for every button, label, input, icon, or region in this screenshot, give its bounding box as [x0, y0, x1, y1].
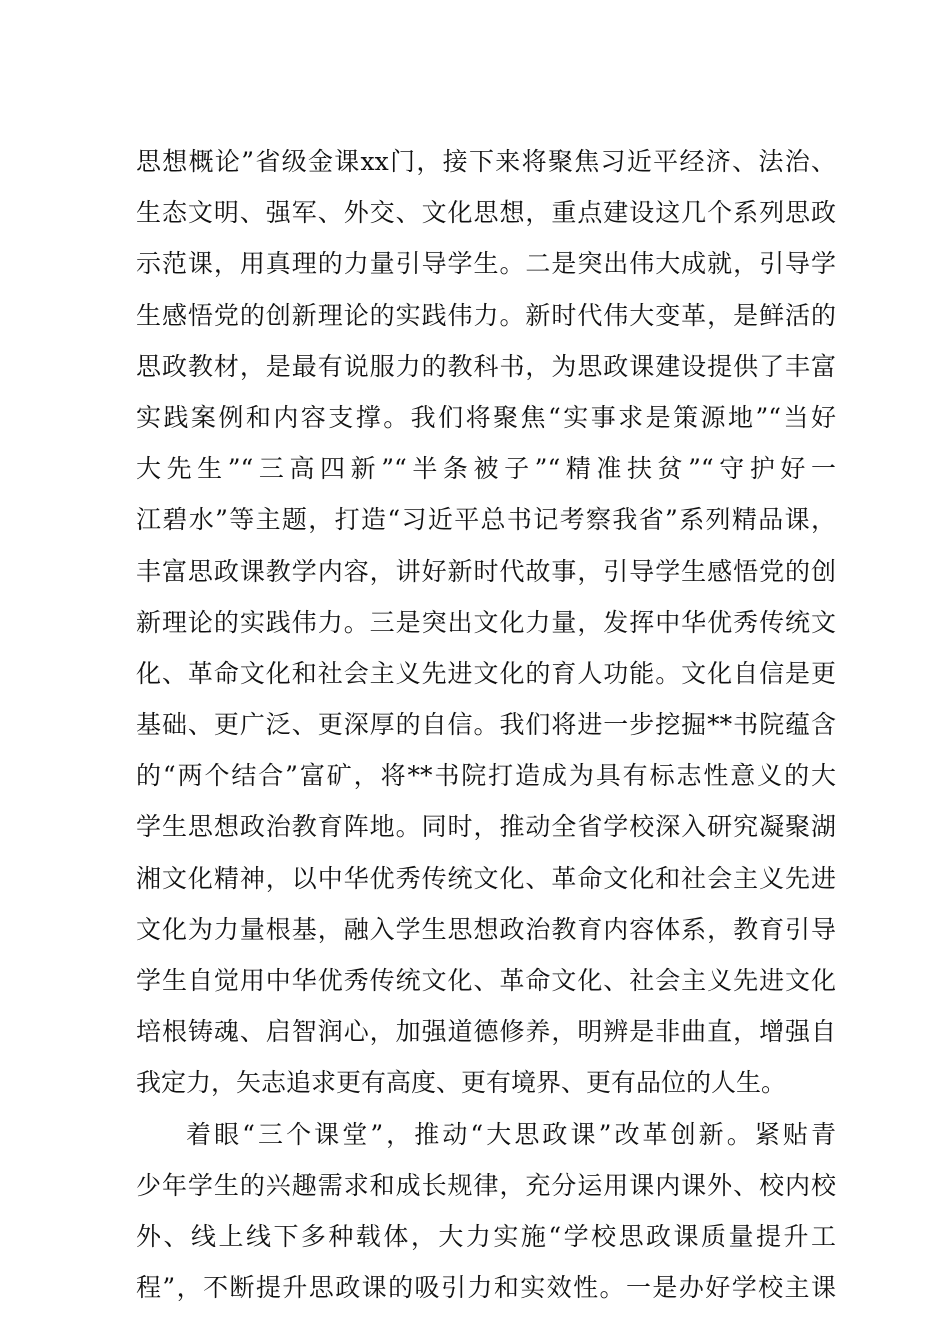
paragraph-1-line: 化、革命文化和社会主义先进文化的育人功能。文化自信是更 [136, 658, 836, 688]
paragraph-1-line: 的“两个结合”富矿，将**书院打造成为具有标志性意义的大 [136, 761, 836, 791]
paragraph-1-line: 思想概论”省级金课xx门，接下来将聚焦习近平经济、法治、 [136, 147, 836, 176]
paragraph-1-line: 实践案例和内容支撑。我们将聚焦“实事求是策源地”“当好 [136, 402, 836, 432]
paragraph-1-line: 江碧水”等主题，打造“习近平总书记考察我省”系列精品课， [136, 505, 836, 535]
paragraph-1-line: 学生思想政治教育阵地。同时，推动全省学校深入研究凝聚湖 [136, 812, 836, 842]
paragraph-1-line: 生感悟党的创新理论的实践伟力。新时代伟大变革，是鲜活的 [136, 300, 836, 330]
paragraph-1-line: 文化为力量根基，融入学生思想政治教育内容体系，教育引导 [136, 914, 836, 944]
paragraph-1-line: 丰富思政课教学内容，讲好新时代故事，引导学生感悟党的创 [136, 556, 836, 586]
body-text [136, 136, 836, 1313]
paragraph-2-line: 外、线上线下多种载体，大力实施“学校思政课质量提升工 [136, 1221, 836, 1251]
paragraph-1-line: 湘文化精神，以中华优秀传统文化、革命文化和社会主义先进 [136, 863, 836, 893]
paragraph-2-line: 着眼“三个课堂”，推动“大思政课”改革创新。紧贴青 [186, 1119, 836, 1149]
paragraph-1-line: 学生自觉用中华优秀传统文化、革命文化、社会主义先进文化 [136, 966, 836, 995]
paragraph-1-line: 新理论的实践伟力。三是突出文化力量，发挥中华优秀传统文 [136, 607, 836, 637]
paragraph-1-line: 培根铸魂、启智润心，加强道德修养，明辨是非曲直，增强自 [136, 1017, 836, 1047]
paragraph-1-line: 我定力，矢志追求更有高度、更有境界、更有品位的人生。 [136, 1068, 787, 1098]
paragraph-1-line: 大先生”“三高四新”“半条被子”“精准扶贫”“守护好一 [136, 454, 836, 484]
paragraph-2-line: 程”，不断提升思政课的吸引力和实效性。一是办好学校主课 [136, 1273, 836, 1303]
paragraph-1-line: 示范课，用真理的力量引导学生。二是突出伟大成就，引导学 [136, 249, 836, 279]
paragraph-1-line: 基础、更广泛、更深厚的自信。我们将进一步挖掘**书院蕴含 [136, 710, 836, 740]
paragraph-2-line: 少年学生的兴趣需求和成长规律，充分运用课内课外、校内校 [136, 1170, 836, 1200]
paragraph-1-line: 生态文明、强军、外交、文化思想，重点建设这几个系列思政 [136, 198, 836, 228]
paragraph-1-line: 思政教材，是最有说服力的教科书，为思政课建设提供了丰富 [136, 351, 836, 381]
